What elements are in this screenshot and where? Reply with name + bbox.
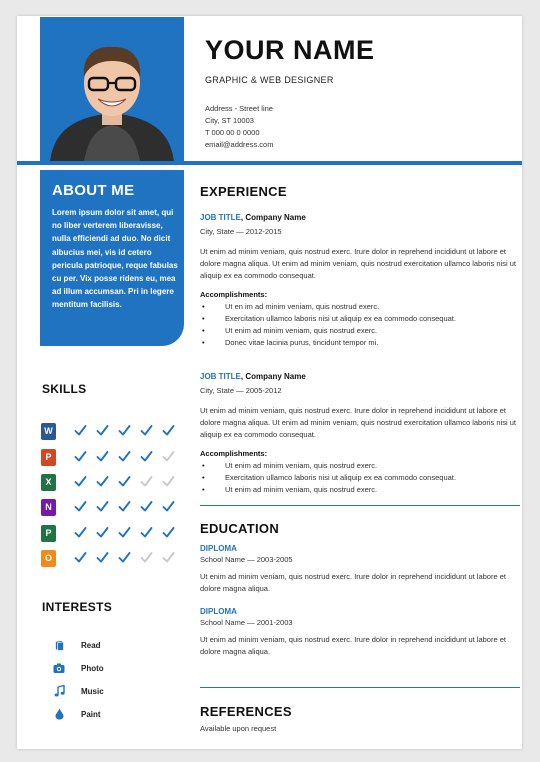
excel-icon: X (41, 474, 56, 491)
skill-row (41, 447, 184, 467)
portrait-image (40, 17, 184, 162)
interest-label: Paint (81, 709, 101, 719)
book-icon (53, 639, 65, 651)
about-me-panel (40, 170, 184, 346)
phone-line: T 000 00 0 0000 (205, 128, 260, 137)
profile-photo (40, 17, 184, 162)
check-filled-icon (118, 551, 140, 565)
interest-photo (53, 662, 104, 674)
header-divider (17, 161, 522, 165)
accomplishments-label: Accomplishments: (200, 449, 268, 458)
school-meta: School Name — 2003-2005 (200, 555, 293, 564)
job-title: JOB TITLE (200, 213, 241, 222)
check-filled-icon (96, 526, 118, 540)
school-meta: School Name — 2001-2003 (200, 618, 293, 627)
accomplishment-item: • Ut enim ad minim veniam, quis nostrud exerc. (200, 325, 520, 337)
check-filled-icon (74, 551, 96, 565)
job-meta: City, State — 2005-2012 (200, 386, 282, 395)
references-section (200, 704, 520, 733)
interest-label: Photo (81, 663, 104, 673)
education-description: Ut enim ad minim veniam, quis nostrud exerc. Irure dolor in reprehend incididunt ut labore et dolore magna aliqua. (200, 572, 506, 593)
education-section (200, 521, 520, 658)
accomplishment-item: • Donec vitae lacinia purus, tincidunt tempor mi. (200, 337, 520, 349)
education-entry (200, 607, 520, 658)
references-title: REFERENCES (200, 704, 292, 719)
check-filled-icon (74, 475, 96, 489)
accomplishments-label: Accomplishments: (200, 290, 268, 299)
check-filled-icon (74, 450, 96, 464)
interests-title: INTERESTS (42, 600, 113, 614)
paint-drop-icon (53, 708, 65, 720)
interest-paint (53, 708, 101, 720)
section-divider (200, 505, 520, 506)
accomplishments-list (200, 301, 520, 349)
check-filled-icon (118, 475, 140, 489)
check-filled-icon (140, 526, 162, 540)
company-name: , Company Name (240, 213, 306, 222)
about-me-text: Lorem ipsum dolor sit amet, qui no liber verterem liberavisse, nulla efficiendi ad duo. No dicit albucius mei, vis id cetero pericula patrioque, reque fabulas cu per. Vix posse ridens eu, mea ad illum accumsan. Pri in legere mentitum facilisis. (52, 208, 178, 310)
skill-rating (74, 551, 184, 565)
interest-label: Read (81, 640, 101, 650)
check-filled-icon (118, 450, 140, 464)
city-line: City, ST 10003 (205, 116, 254, 125)
check-filled-icon (118, 424, 140, 438)
education-description: Ut enim ad minim veniam, quis nostrud exerc. Irure dolor in reprehend incididunt ut labore et dolore magna aliqua. (200, 635, 506, 656)
skill-row (41, 523, 184, 543)
section-divider (200, 687, 520, 688)
accomplishment-item: • Ut en im ad minim veniam, quis nostrud exerc. (200, 301, 520, 313)
job-entry (200, 366, 520, 496)
check-filled-icon (118, 526, 140, 540)
job-role: GRAPHIC & WEB DESIGNER (205, 75, 334, 85)
powerpoint-icon: P (41, 449, 56, 466)
check-filled-icon (96, 500, 118, 514)
check-empty-icon (162, 475, 184, 489)
check-filled-icon (162, 500, 184, 514)
check-empty-icon (162, 551, 184, 565)
check-filled-icon (74, 424, 96, 438)
check-filled-icon (162, 424, 184, 438)
interest-read (53, 639, 101, 651)
music-note-icon (53, 685, 65, 697)
check-filled-icon (96, 551, 118, 565)
contact-block (205, 103, 273, 151)
check-filled-icon (140, 500, 162, 514)
job-description: Ut enim ad minim veniam, quis nostrud exerc. Irure dolor in reprehend incididunt ut labore et dolore magna aliqua. Ut enim ad minim veniam, quis nostrud exercitation ullamco laboris nisi ut aliquip ex ea commodo consequat. (200, 247, 516, 280)
check-filled-icon (96, 450, 118, 464)
job-title: JOB TITLE (200, 372, 241, 381)
check-filled-icon (96, 424, 118, 438)
experience-section (200, 184, 520, 496)
accomplishments-list (200, 460, 520, 496)
check-empty-icon (140, 475, 162, 489)
resume-page (17, 16, 522, 749)
check-filled-icon (96, 475, 118, 489)
interest-label: Music (81, 686, 104, 696)
skill-rating (74, 475, 184, 489)
check-filled-icon (162, 526, 184, 540)
check-empty-icon (162, 450, 184, 464)
camera-icon (53, 662, 65, 674)
education-title: EDUCATION (200, 521, 280, 536)
job-description: Ut enim ad minim veniam, quis nostrud exerc. Irure dolor in reprehend incididunt ut labore et dolore magna aliqua. Ut enim ad minim veniam, quis nostrud exercitation ullamco laboris nisi ut aliquip ex ea commodo consequat. (200, 406, 516, 439)
skill-row (41, 497, 184, 517)
education-entry (200, 544, 520, 595)
references-text: Available upon request (200, 724, 277, 733)
accomplishment-item: • Exercitation ullamco laboris nisi ut aliquip ex ea commodo consequat. (200, 313, 520, 325)
skill-row (41, 472, 184, 492)
degree-title: DIPLOMA (200, 544, 237, 553)
check-filled-icon (140, 450, 162, 464)
outlook-icon: O (41, 550, 56, 567)
skill-row (41, 548, 184, 568)
onenote-icon: N (41, 499, 56, 516)
email-line: email@address.com (205, 140, 274, 149)
job-meta: City, State — 2012-2015 (200, 227, 282, 236)
accomplishment-item: • Exercitation ullamco laboris nisi ut aliquip ex ea commodo consequat. (200, 472, 520, 484)
word-icon: W (41, 423, 56, 440)
company-name: , Company Name (240, 372, 306, 381)
check-empty-icon (140, 551, 162, 565)
check-filled-icon (74, 526, 96, 540)
skill-rating (74, 526, 184, 540)
address-line: Address - Street line (205, 104, 273, 113)
about-me-title: ABOUT ME (52, 182, 135, 199)
degree-title: DIPLOMA (200, 607, 237, 616)
check-filled-icon (140, 424, 162, 438)
experience-title: EXPERIENCE (200, 184, 287, 199)
skill-rating (74, 500, 184, 514)
skill-row (41, 421, 184, 441)
project-icon: P (41, 525, 56, 542)
skill-rating (74, 424, 184, 438)
accomplishment-item: • Ut enim ad minim veniam, quis nostrud exerc. (200, 460, 520, 472)
skills-title: SKILLS (42, 382, 87, 396)
skill-rating (74, 450, 184, 464)
accomplishment-item: • Ut enim ad minim veniam, quis nostrud exerc. (200, 484, 520, 496)
check-filled-icon (74, 500, 96, 514)
interest-music (53, 685, 104, 697)
candidate-name: YOUR NAME (205, 35, 375, 65)
job-entry (200, 207, 520, 349)
check-filled-icon (118, 500, 140, 514)
